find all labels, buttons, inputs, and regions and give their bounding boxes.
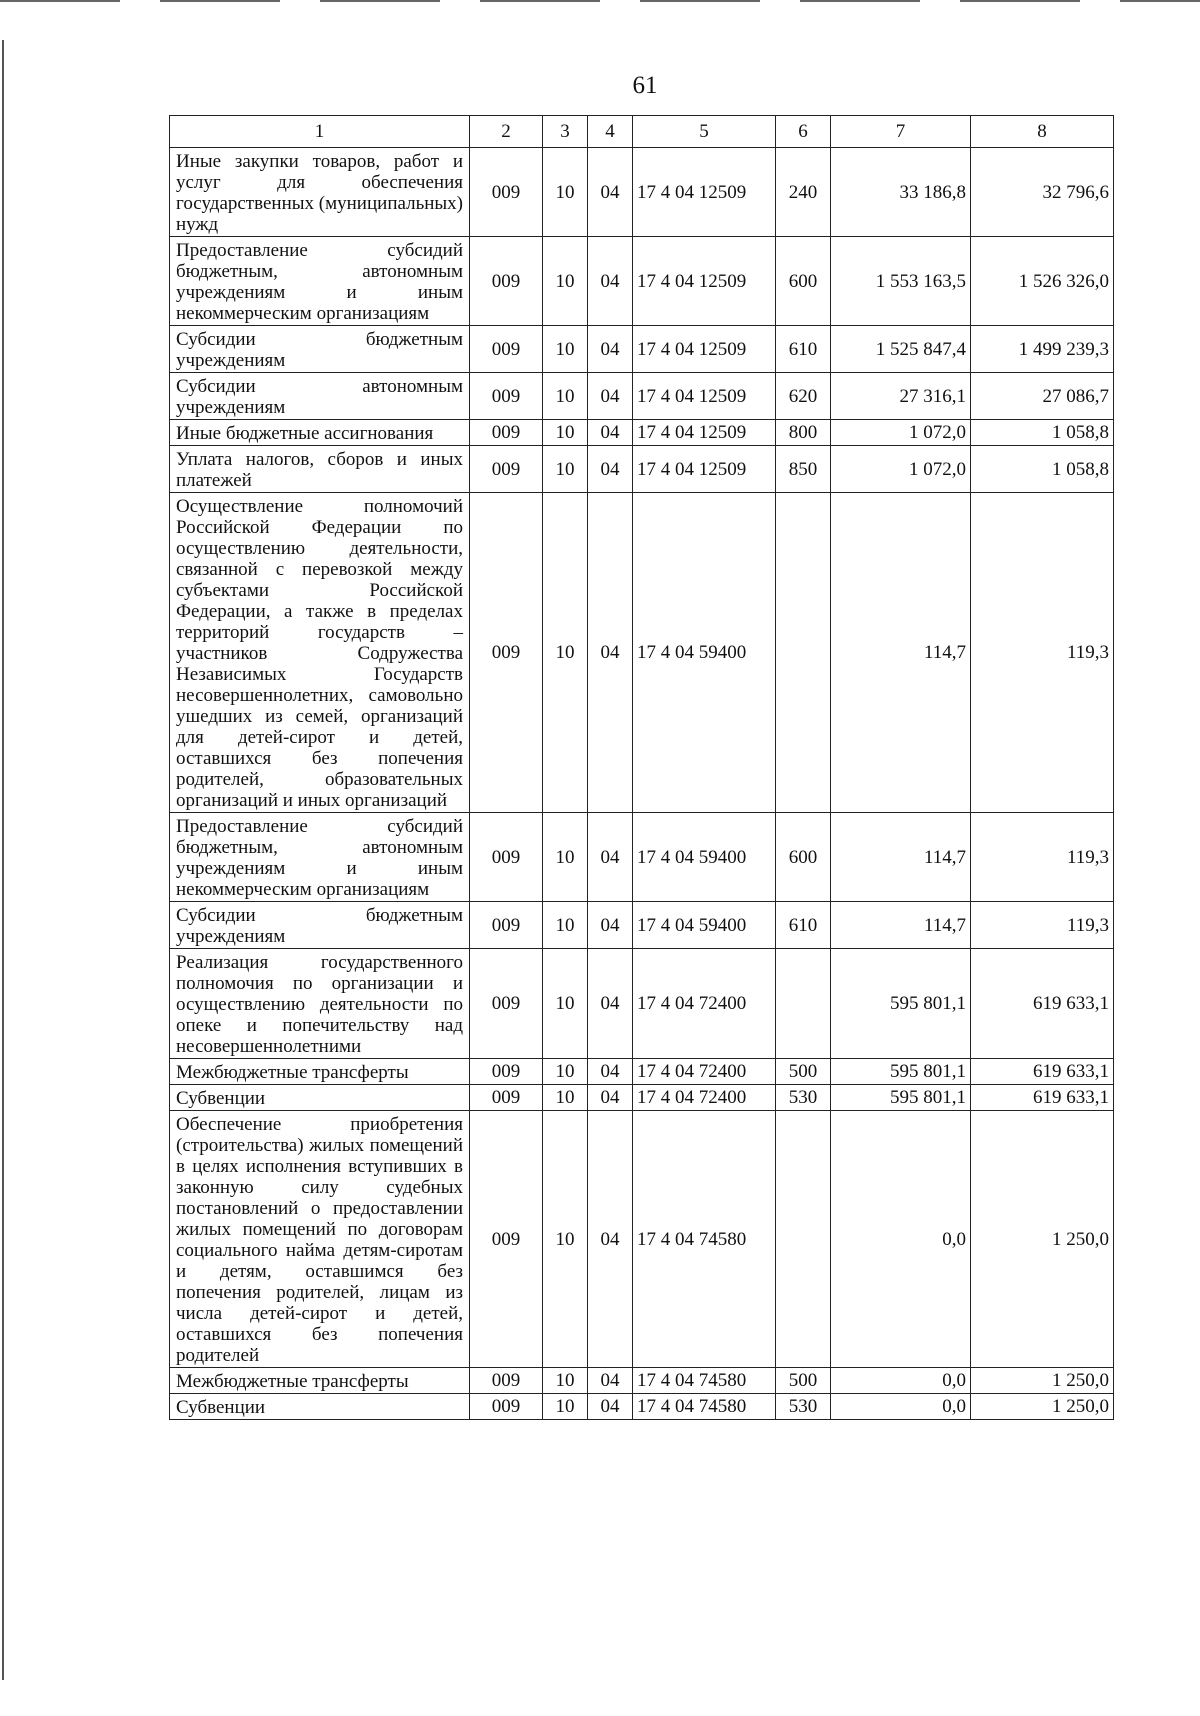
table-row [170,1394,1114,1420]
ministry-code-cell: 009 [470,493,543,813]
section-code-cell: 10 [543,1111,588,1368]
subsection-code-cell: 04 [588,446,633,493]
column-header: 4 [588,116,633,148]
section-code-cell: 10 [543,420,588,446]
section-code-cell: 10 [543,902,588,949]
item-name-cell: Предоставление субсидий бюджетным, автономным учреждениям и иным некоммерческим организациям [170,813,470,902]
expense-type-cell [776,493,831,813]
ministry-code-cell: 009 [470,326,543,373]
item-name-cell: Осуществление полномочий Российской Федерации по осуществлению деятельности, связанной с перевозкой между субъектами Российской Федерации, а также в пределах территорий государств – участников Содружества Независимых Государств несовершеннолетних, самовольно ушедших из семей, организаций для детей-сирот и детей, оставшихся без попечения родителей, образовательных организаций и иных организаций [170,493,470,813]
amount-year2-cell: 619 633,1 [971,1059,1114,1085]
amount-year1-cell: 595 801,1 [831,949,971,1059]
section-code-cell: 10 [543,237,588,326]
ministry-code-cell: 009 [470,1085,543,1111]
subsection-code-cell: 04 [588,237,633,326]
section-code-cell: 10 [543,1394,588,1420]
column-header: 6 [776,116,831,148]
expense-type-cell: 530 [776,1085,831,1111]
section-code-cell: 10 [543,326,588,373]
target-article-cell: 17 4 04 12509 [633,420,776,446]
subsection-code-cell: 04 [588,326,633,373]
expense-type-cell: 530 [776,1394,831,1420]
table-row [170,813,1114,902]
table-row [170,326,1114,373]
expense-type-cell: 610 [776,902,831,949]
ministry-code-cell: 009 [470,237,543,326]
subsection-code-cell: 04 [588,1111,633,1368]
column-header: 1 [170,116,470,148]
section-code-cell: 10 [543,148,588,237]
amount-year1-cell: 114,7 [831,902,971,949]
subsection-code-cell: 04 [588,1085,633,1111]
amount-year2-cell: 119,3 [971,813,1114,902]
table-row [170,373,1114,420]
ministry-code-cell: 009 [470,1368,543,1394]
table-row [170,902,1114,949]
column-header: 2 [470,116,543,148]
section-code-cell: 10 [543,1085,588,1111]
subsection-code-cell: 04 [588,373,633,420]
section-code-cell: 10 [543,373,588,420]
subsection-code-cell: 04 [588,813,633,902]
target-article-cell: 17 4 04 59400 [633,813,776,902]
table-row [170,237,1114,326]
item-name-cell: Межбюджетные трансферты [170,1368,470,1394]
ministry-code-cell: 009 [470,902,543,949]
item-name-cell: Субсидии автономным учреждениям [170,373,470,420]
expense-type-cell [776,1111,831,1368]
item-name-cell: Реализация государственного полномочия по организации и осуществлению деятельности по опеке и попечительству над несовершеннолетними [170,949,470,1059]
target-article-cell: 17 4 04 12509 [633,446,776,493]
target-article-cell: 17 4 04 12509 [633,373,776,420]
table-row [170,1085,1114,1111]
scan-left-edge [2,40,4,1680]
target-article-cell: 17 4 04 72400 [633,949,776,1059]
column-header: 8 [971,116,1114,148]
expense-type-cell: 600 [776,237,831,326]
subsection-code-cell: 04 [588,420,633,446]
expense-type-cell: 850 [776,446,831,493]
column-header: 7 [831,116,971,148]
amount-year1-cell: 0,0 [831,1368,971,1394]
target-article-cell: 17 4 04 74580 [633,1394,776,1420]
expense-type-cell: 800 [776,420,831,446]
subsection-code-cell: 04 [588,148,633,237]
column-header: 3 [543,116,588,148]
item-name-cell: Обеспечение приобретения (строительства) жилых помещений в целях исполнения вступивших в законную силу судебных постановлений о предоставлении жилых помещений по договорам социального найма детям-сиротам и детям, оставшимся без попечения родителей, лицам из числа детей-сирот и детей, оставшихся без попечения родителей [170,1111,470,1368]
target-article-cell: 17 4 04 72400 [633,1059,776,1085]
ministry-code-cell: 009 [470,446,543,493]
amount-year2-cell: 119,3 [971,493,1114,813]
ministry-code-cell: 009 [470,373,543,420]
amount-year2-cell: 1 499 239,3 [971,326,1114,373]
expense-type-cell: 600 [776,813,831,902]
section-code-cell: 10 [543,813,588,902]
section-code-cell: 10 [543,446,588,493]
target-article-cell: 17 4 04 12509 [633,148,776,237]
column-header: 5 [633,116,776,148]
expense-type-cell: 240 [776,148,831,237]
subsection-code-cell: 04 [588,1394,633,1420]
budget-table [169,115,1114,1420]
expense-type-cell: 610 [776,326,831,373]
target-article-cell: 17 4 04 74580 [633,1368,776,1394]
amount-year1-cell: 0,0 [831,1111,971,1368]
table-row [170,949,1114,1059]
item-name-cell: Субсидии бюджетным учреждениям [170,326,470,373]
amount-year2-cell: 1 526 326,0 [971,237,1114,326]
table-row [170,420,1114,446]
target-article-cell: 17 4 04 59400 [633,902,776,949]
ministry-code-cell: 009 [470,949,543,1059]
amount-year2-cell: 1 058,8 [971,446,1114,493]
scan-top-edge [0,0,1200,2]
table-row [170,446,1114,493]
amount-year2-cell: 119,3 [971,902,1114,949]
header-row [170,116,1114,148]
page-number: 61 [632,72,658,99]
amount-year1-cell: 1 525 847,4 [831,326,971,373]
ministry-code-cell: 009 [470,1111,543,1368]
amount-year2-cell: 27 086,7 [971,373,1114,420]
table-row [170,1111,1114,1368]
amount-year1-cell: 1 072,0 [831,446,971,493]
amount-year2-cell: 1 058,8 [971,420,1114,446]
amount-year1-cell: 595 801,1 [831,1059,971,1085]
amount-year1-cell: 0,0 [831,1394,971,1420]
table-row [170,1368,1114,1394]
section-code-cell: 10 [543,493,588,813]
item-name-cell: Межбюджетные трансферты [170,1059,470,1085]
item-name-cell: Субвенции [170,1394,470,1420]
ministry-code-cell: 009 [470,1059,543,1085]
amount-year2-cell: 1 250,0 [971,1368,1114,1394]
amount-year1-cell: 114,7 [831,813,971,902]
amount-year2-cell: 1 250,0 [971,1111,1114,1368]
ministry-code-cell: 009 [470,813,543,902]
item-name-cell: Иные бюджетные ассигнования [170,420,470,446]
expense-type-cell: 500 [776,1368,831,1394]
ministry-code-cell: 009 [470,1394,543,1420]
item-name-cell: Предоставление субсидий бюджетным, автономным учреждениям и иным некоммерческим организациям [170,237,470,326]
amount-year2-cell: 1 250,0 [971,1394,1114,1420]
target-article-cell: 17 4 04 59400 [633,493,776,813]
target-article-cell: 17 4 04 72400 [633,1085,776,1111]
amount-year1-cell: 33 186,8 [831,148,971,237]
target-article-cell: 17 4 04 12509 [633,237,776,326]
item-name-cell: Иные закупки товаров, работ и услуг для обеспечения государственных (муниципальных) нужд [170,148,470,237]
subsection-code-cell: 04 [588,949,633,1059]
amount-year1-cell: 595 801,1 [831,1085,971,1111]
subsection-code-cell: 04 [588,902,633,949]
amount-year1-cell: 1 072,0 [831,420,971,446]
section-code-cell: 10 [543,1368,588,1394]
amount-year1-cell: 114,7 [831,493,971,813]
expense-type-cell: 500 [776,1059,831,1085]
table-row [170,493,1114,813]
amount-year2-cell: 619 633,1 [971,1085,1114,1111]
ministry-code-cell: 009 [470,148,543,237]
target-article-cell: 17 4 04 74580 [633,1111,776,1368]
section-code-cell: 10 [543,949,588,1059]
amount-year1-cell: 27 316,1 [831,373,971,420]
item-name-cell: Субсидии бюджетным учреждениям [170,902,470,949]
amount-year2-cell: 32 796,6 [971,148,1114,237]
subsection-code-cell: 04 [588,493,633,813]
expense-type-cell: 620 [776,373,831,420]
table-row [170,148,1114,237]
amount-year2-cell: 619 633,1 [971,949,1114,1059]
amount-year1-cell: 1 553 163,5 [831,237,971,326]
expense-type-cell [776,949,831,1059]
table-row [170,1059,1114,1085]
item-name-cell: Субвенции [170,1085,470,1111]
ministry-code-cell: 009 [470,420,543,446]
subsection-code-cell: 04 [588,1368,633,1394]
section-code-cell: 10 [543,1059,588,1085]
subsection-code-cell: 04 [588,1059,633,1085]
item-name-cell: Уплата налогов, сборов и иных платежей [170,446,470,493]
target-article-cell: 17 4 04 12509 [633,326,776,373]
